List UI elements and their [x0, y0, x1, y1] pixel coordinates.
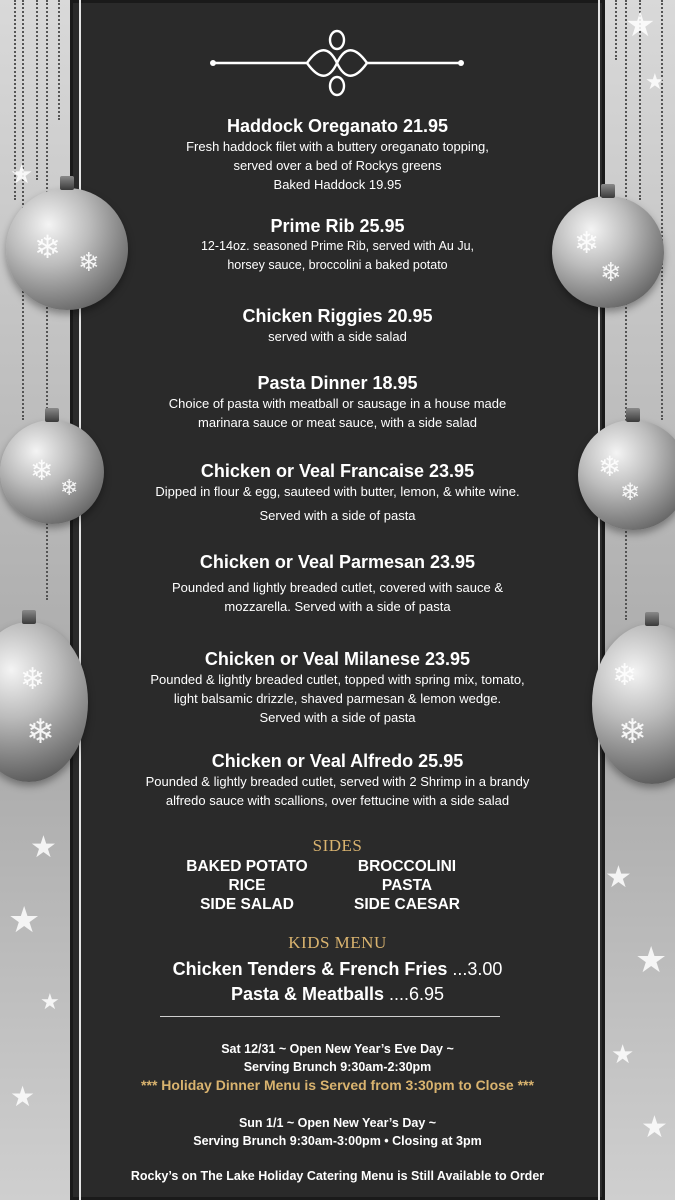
- menu-item-title: Pasta Dinner 18.95: [257, 373, 418, 393]
- star-icon: ★: [30, 830, 57, 865]
- nye-notice-line2: Serving Brunch 9:30am-2:30pm: [243, 1060, 432, 1074]
- menu-item-desc: mozzarella. Served with a side of pasta: [224, 599, 451, 614]
- side-item: SIDE CAESAR: [354, 896, 460, 913]
- menu-item-title: Chicken Riggies 20.95: [242, 306, 433, 326]
- menu-item: [85, 372, 590, 432]
- menu-item: [85, 750, 590, 810]
- star-icon: ★: [10, 160, 34, 190]
- menu-item-desc: light balsamic drizzle, shaved parmesan & lemon wedge.: [173, 691, 502, 706]
- star-icon: ★: [605, 860, 632, 895]
- kids-menu-item: [85, 957, 590, 982]
- menu-item-title: Prime Rib 25.95: [270, 216, 405, 236]
- holiday-dinner-notice: *** Holiday Dinner Menu is Served from 3:30pm to Close ***: [141, 1077, 534, 1093]
- star-icon: ★: [641, 1110, 668, 1145]
- snowflake-icon: ❄: [30, 454, 54, 487]
- menu-item-title: Chicken or Veal Milanese 23.95: [204, 649, 471, 669]
- snowflake-icon: ❄: [574, 226, 600, 261]
- star-icon: ★: [625, 5, 656, 45]
- side-item: BAKED POTATO: [186, 858, 308, 875]
- menu-item-title: Chicken or Veal Parmesan 23.95: [199, 552, 476, 572]
- menu-item-desc: Pounded and lightly breaded cutlet, covered with sauce &: [172, 580, 503, 595]
- chain: [661, 0, 663, 420]
- menu-item-desc: Pounded & lightly breaded cutlet, topped with spring mix, tomato,: [150, 672, 525, 687]
- snowflake-icon: ❄: [598, 450, 622, 483]
- side-item: SIDE SALAD: [200, 896, 294, 913]
- menu-item-desc: Choice of pasta with meatball or sausage in a house made: [168, 396, 507, 411]
- star-icon: ★: [635, 940, 668, 981]
- snowflake-icon: ❄: [612, 658, 638, 693]
- snowflake-icon: ❄: [620, 478, 641, 506]
- catering-notice: Rocky’s on The Lake Holiday Catering Menu is Still Available to Order: [130, 1169, 545, 1183]
- menu-item-desc: alfredo sauce with scallions, over fettucine with a side salad: [165, 793, 510, 808]
- chain: [615, 0, 617, 60]
- nyd-notice-line2: Serving Brunch 9:30am-3:00pm • Closing at 3pm: [193, 1134, 482, 1148]
- right-decoration: [595, 0, 675, 1200]
- side-item: PASTA: [381, 877, 433, 894]
- menu-item-desc: marinara sauce or meat sauce, with a side salad: [198, 415, 477, 430]
- menu-item-desc: horsey sauce, broccolini a baked potato: [227, 258, 448, 272]
- chain: [58, 0, 60, 120]
- menu-item: [85, 648, 590, 727]
- kids-item-name: Chicken Tenders & French Fries: [172, 959, 448, 979]
- sides-heading: SIDES: [312, 836, 363, 855]
- star-icon: ★: [645, 70, 665, 95]
- snowflake-icon: ❄: [78, 248, 100, 278]
- side-item: BROCCOLINI: [357, 858, 457, 875]
- kids-item-name: Pasta & Meatballs: [230, 984, 384, 1004]
- side-item: RICE: [228, 877, 266, 894]
- menu-item: [85, 305, 590, 346]
- menu-item: [85, 115, 590, 194]
- nye-notice-line1: Sat 12/31 ~ Open New Year’s Eve Day ~: [221, 1042, 454, 1056]
- menu-item: [85, 551, 590, 616]
- menu-item-desc: served with a side salad: [268, 329, 407, 344]
- kids-menu-item: [85, 982, 590, 1007]
- menu-item-desc: Served with a side of pasta: [259, 508, 416, 523]
- menu-item-desc: Pounded & lightly breaded cutlet, served with 2 Shrimp in a brandy: [145, 774, 530, 789]
- menu-item-desc: Baked Haddock 19.95: [273, 177, 402, 192]
- snowflake-icon: ❄: [34, 228, 61, 266]
- menu-item-desc: 12-14oz. seasoned Prime Rib, served with Au Ju,: [200, 239, 475, 253]
- menu-item-title: Chicken or Veal Francaise 23.95: [200, 461, 475, 481]
- star-icon: ★: [611, 1040, 635, 1070]
- star-icon: ★: [40, 990, 60, 1015]
- menu-item-desc: Dipped in flour & egg, sauteed with butter, lemon, & white wine.: [155, 484, 520, 499]
- chain: [36, 0, 38, 180]
- snowflake-icon: ❄: [618, 712, 647, 752]
- menu-item: [85, 460, 590, 525]
- menu-item-desc: Served with a side of pasta: [259, 710, 416, 725]
- snowflake-icon: ❄: [600, 258, 622, 288]
- star-icon: ★: [10, 1080, 36, 1113]
- menu-item: [85, 215, 590, 275]
- star-icon: ★: [8, 900, 41, 941]
- kids-menu-heading: KIDS MENU: [288, 933, 387, 952]
- kids-item-price: ...3.00: [452, 959, 503, 979]
- snowflake-icon: ❄: [26, 712, 55, 752]
- kids-item-price: ....6.95: [389, 984, 445, 1004]
- menu-item-desc: served over a bed of Rockys greens: [233, 158, 442, 173]
- flourish-ornament-icon: [207, 28, 467, 98]
- menu-item-desc: Fresh haddock filet with a buttery oreganato topping,: [186, 139, 489, 154]
- snowflake-icon: ❄: [60, 476, 79, 501]
- nyd-notice-line1: Sun 1/1 ~ Open New Year’s Day ~: [238, 1116, 437, 1130]
- divider: [160, 1016, 500, 1017]
- menu-item-title: Haddock Oreganato 21.95: [226, 116, 449, 136]
- snowflake-icon: ❄: [20, 662, 46, 697]
- menu-item-title: Chicken or Veal Alfredo 25.95: [211, 751, 464, 771]
- sides-list: [162, 857, 482, 914]
